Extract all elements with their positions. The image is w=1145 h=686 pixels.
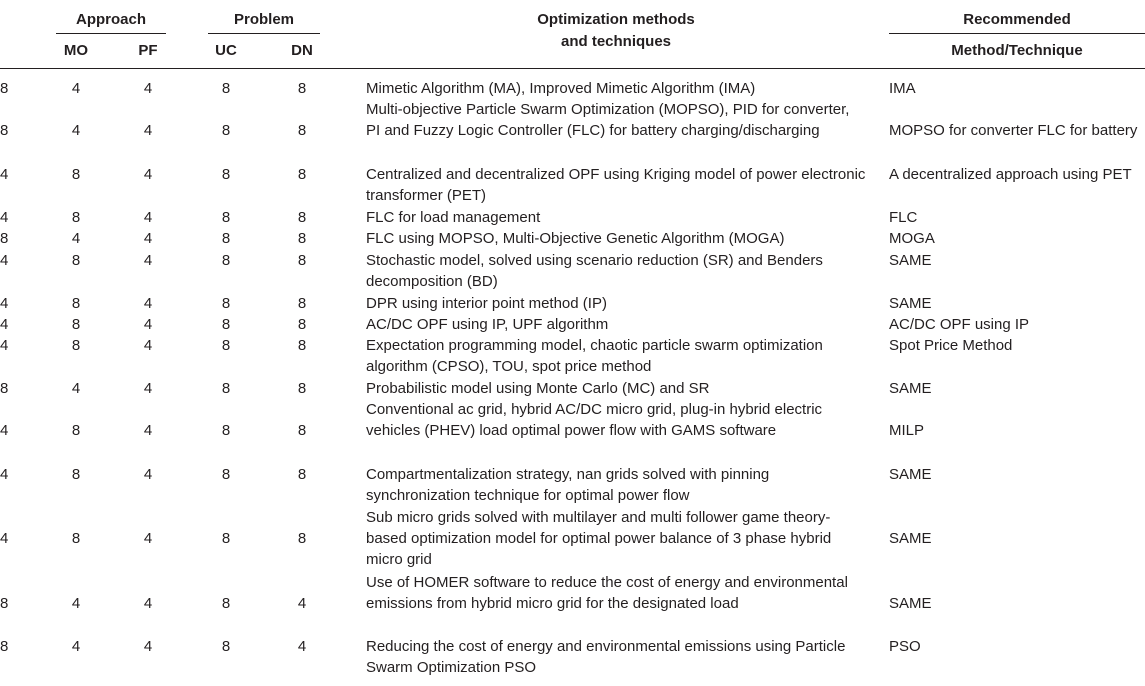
cell-dn: 8 [297, 252, 307, 269]
cell-recommended: SAME [889, 380, 932, 397]
cell-col0: 4 [0, 337, 9, 354]
header-methods-line2: and techniques [560, 33, 672, 50]
cell-col0: 8 [0, 595, 9, 612]
header-mo: MO [63, 42, 89, 59]
cell-col0: 4 [0, 422, 9, 439]
cell-col0: 8 [0, 638, 9, 655]
cell-dn: 4 [297, 595, 307, 612]
cell-recommended: SAME [889, 530, 932, 547]
cell-mo: 8 [71, 295, 81, 312]
header-recommended-line1: Recommended [963, 11, 1071, 28]
cell-uc: 8 [221, 638, 231, 655]
cell-dn: 8 [297, 422, 307, 439]
cell-recommended: SAME [889, 595, 932, 612]
cell-uc: 8 [221, 209, 231, 226]
cell-method: Use of HOMER software to reduce the cost of energy and environmental emissions from hybrid micro grid for the designated load [366, 574, 848, 612]
cell-dn: 8 [297, 166, 307, 183]
cell-pf: 4 [143, 466, 153, 483]
recommended-underline [889, 33, 1145, 34]
cell-recommended: SAME [889, 252, 932, 269]
header-dn: DN [291, 42, 313, 59]
cell-uc: 8 [221, 595, 231, 612]
cell-recommended: PSO [889, 638, 921, 655]
cell-method: Reducing the cost of energy and environmental emissions using Particle Swarm Optimization PSO [366, 638, 846, 676]
cell-pf: 4 [143, 166, 153, 183]
cell-uc: 8 [221, 80, 231, 97]
cell-method: FLC using MOPSO, Multi-Objective Genetic Algorithm (MOGA) [366, 230, 785, 247]
cell-method: Expectation programming model, chaotic particle swarm optimization algorithm (CPSO), TOU, spot price method [366, 337, 823, 375]
cell-uc: 8 [221, 252, 231, 269]
cell-method: Multi-objective Particle Swarm Optimization (MOPSO), PID for converter, PI and Fuzzy Logic Controller (FLC) for battery charging/discharging [366, 101, 850, 139]
cell-uc: 8 [221, 122, 231, 139]
cell-col0: 4 [0, 209, 9, 226]
cell-dn: 8 [297, 530, 307, 547]
cell-mo: 4 [71, 595, 81, 612]
cell-pf: 4 [143, 422, 153, 439]
cell-pf: 4 [143, 230, 153, 247]
cell-mo: 8 [71, 166, 81, 183]
cell-dn: 8 [297, 380, 307, 397]
cell-uc: 8 [221, 380, 231, 397]
problem-underline [208, 33, 320, 34]
cell-dn: 8 [297, 316, 307, 333]
cell-dn: 4 [297, 638, 307, 655]
cell-pf: 4 [143, 530, 153, 547]
cell-col0: 8 [0, 230, 9, 247]
cell-dn: 8 [297, 337, 307, 354]
header-uc: UC [215, 42, 237, 59]
cell-col0: 8 [0, 122, 9, 139]
cell-method: Compartmentalization strategy, nan grids solved with pinning synchronization technique for optimal power flow [366, 466, 770, 504]
cell-recommended: SAME [889, 466, 932, 483]
cell-pf: 4 [143, 380, 153, 397]
cell-uc: 8 [221, 166, 231, 183]
cell-col0: 4 [0, 316, 9, 333]
cell-col0: 8 [0, 80, 9, 97]
cell-pf: 4 [143, 337, 153, 354]
cell-recommended: IMA [889, 80, 916, 97]
cell-method: Probabilistic model using Monte Carlo (MC) and SR [366, 380, 710, 397]
header-methods-line1: Optimization methods [537, 11, 695, 28]
cell-col0: 8 [0, 380, 9, 397]
cell-recommended: A decentralized approach using PET [889, 166, 1132, 183]
approach-underline [56, 33, 166, 34]
cell-col0: 4 [0, 166, 9, 183]
cell-pf: 4 [143, 80, 153, 97]
cell-mo: 8 [71, 209, 81, 226]
cell-mo: 8 [71, 530, 81, 547]
header-approach: Approach [75, 11, 146, 28]
cell-method: AC/DC OPF using IP, UPF algorithm [366, 316, 609, 333]
cell-recommended: Spot Price Method [889, 337, 1013, 354]
cell-dn: 8 [297, 295, 307, 312]
cell-method: Mimetic Algorithm (MA), Improved Mimetic Algorithm (IMA) [366, 80, 756, 97]
cell-method: Sub micro grids solved with multilayer and multi follower game theory-based optimization model for optimal power balance of 3 phase hybrid micro grid [366, 509, 832, 568]
cell-mo: 4 [71, 638, 81, 655]
cell-pf: 4 [143, 295, 153, 312]
cell-mo: 4 [71, 230, 81, 247]
cell-col0: 4 [0, 530, 9, 547]
cell-recommended: AC/DC OPF using IP [889, 316, 1030, 333]
cell-pf: 4 [143, 316, 153, 333]
header-recommended-line2: Method/Technique [951, 42, 1083, 59]
cell-recommended: MILP [889, 422, 925, 439]
cell-mo: 4 [71, 122, 81, 139]
cell-pf: 4 [143, 209, 153, 226]
cell-uc: 8 [221, 466, 231, 483]
cell-dn: 8 [297, 230, 307, 247]
cell-mo: 8 [71, 337, 81, 354]
cell-dn: 8 [297, 466, 307, 483]
cell-pf: 4 [143, 638, 153, 655]
cell-mo: 8 [71, 316, 81, 333]
cell-mo: 4 [71, 380, 81, 397]
header-pf: PF [138, 42, 158, 59]
header-bottom-rule [0, 68, 1145, 69]
cell-method: Centralized and decentralized OPF using Kriging model of power electronic transformer (PET) [366, 166, 866, 204]
cell-dn: 8 [297, 80, 307, 97]
cell-uc: 8 [221, 230, 231, 247]
cell-method: Conventional ac grid, hybrid AC/DC micro grid, plug-in hybrid electric vehicles (PHEV) load optimal power flow with GAMS software [366, 401, 823, 439]
header-problem: Problem [233, 11, 294, 28]
cell-uc: 8 [221, 337, 231, 354]
cell-mo: 8 [71, 466, 81, 483]
cell-method: FLC for load management [366, 209, 541, 226]
cell-pf: 4 [143, 122, 153, 139]
cell-recommended: MOPSO for converter FLC for battery [889, 122, 1138, 139]
cell-col0: 4 [0, 295, 9, 312]
cell-recommended: FLC [889, 209, 918, 226]
cell-pf: 4 [143, 595, 153, 612]
cell-uc: 8 [221, 316, 231, 333]
cell-dn: 8 [297, 209, 307, 226]
cell-uc: 8 [221, 422, 231, 439]
cell-col0: 4 [0, 466, 9, 483]
cell-method: Stochastic model, solved using scenario reduction (SR) and Benders decomposition (BD) [366, 252, 823, 290]
cell-recommended: MOGA [889, 230, 935, 247]
cell-col0: 4 [0, 252, 9, 269]
cell-recommended: SAME [889, 295, 932, 312]
cell-mo: 4 [71, 80, 81, 97]
cell-dn: 8 [297, 122, 307, 139]
cell-pf: 4 [143, 252, 153, 269]
cell-uc: 8 [221, 530, 231, 547]
cell-uc: 8 [221, 295, 231, 312]
cell-mo: 8 [71, 252, 81, 269]
cell-method: DPR using interior point method (IP) [366, 295, 607, 312]
cell-mo: 8 [71, 422, 81, 439]
